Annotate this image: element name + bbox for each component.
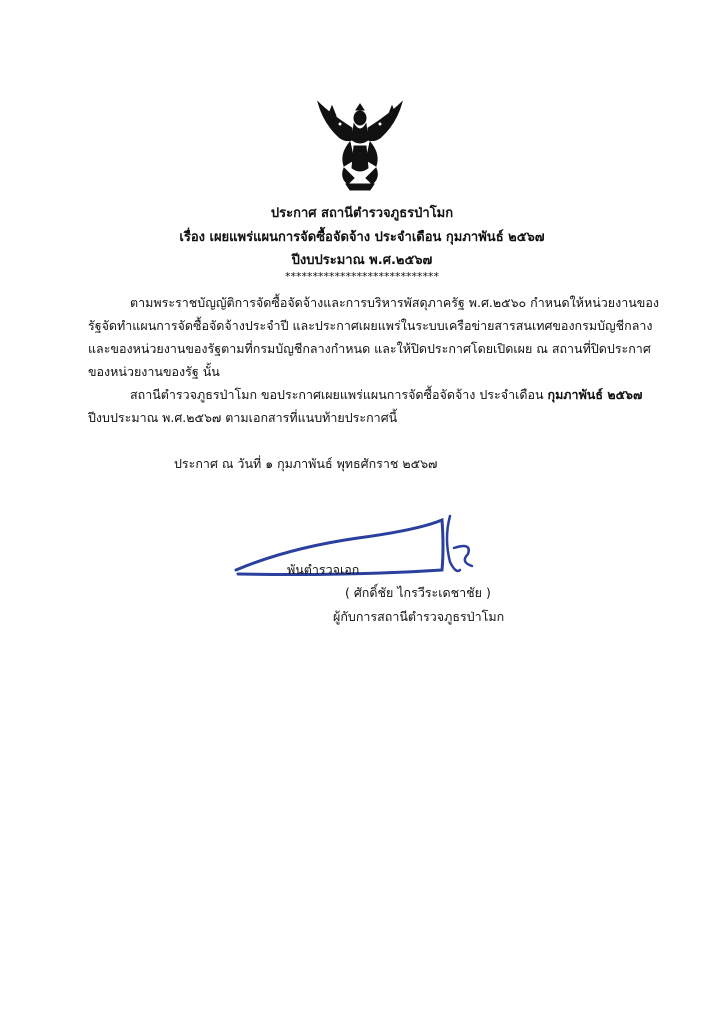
paragraph-line: รัฐจัดทำแผนการจัดซื้อจัดจ้างประจำปี และประกาศเผยแพร่ในระบบเครือข่ายสารสนเทศของกรมบัญชีกลาง	[88, 318, 653, 333]
paragraph-line	[130, 385, 642, 405]
garuda-emblem-icon	[310, 94, 410, 194]
paragraph-line: และของหน่วยงานของรัฐตามที่กรมบัญชีกลางกำหนด และให้ปิดประกาศโดยเปิดเผย ณ สถานที่ปิดประกาศ	[88, 341, 651, 356]
fiscal-year: ปีงบประมาณ พ.ศ.๒๕๖๗	[291, 253, 433, 268]
signer-rank: พันตำรวจเอก	[287, 562, 360, 577]
paragraph-line: ของหน่วยงานของรัฐ นั้น	[88, 364, 220, 379]
separator-stars: ****************************	[285, 270, 439, 283]
paragraph-line: ตามพระราชบัญญัติการจัดซื้อจัดจ้างและการบริหารพัสดุภาครัฐ พ.ศ.๒๕๖๐ กำหนดให้หน่วยงานของ	[130, 295, 659, 310]
paragraph-line: ปีงบประมาณ พ.ศ.๒๕๖๗ ตามเอกสารที่แนบท้ายประกาศนี้	[88, 410, 398, 425]
paragraph-text: สถานีตำรวจภูธรป่าโมก ขอประกาศเผยแพร่แผนการจัดซื้อจัดจ้าง ประจำเดือน	[130, 387, 548, 402]
announcement-title: ประกาศ สถานีตำรวจภูธรป่าโมก	[270, 206, 454, 221]
announcement-subject: เรื่อง เผยแพร่แผนการจัดซื้อจัดจ้าง ประจำเดือน กุมภาพันธ์ ๒๕๖๗	[179, 230, 545, 245]
signer-name: ( ศักดิ์ชัย ไกรวีระเดชาชัย )	[345, 585, 491, 600]
announce-date: ประกาศ ณ วันที่ ๑ กุมภาพันธ์ พุทธศักราช ๒๕๖๗	[174, 456, 438, 471]
signer-position: ผู้กับการสถานีตำรวจภูธรป่าโมก	[333, 609, 505, 624]
month-year-bold: กุมภาพันธ์ ๒๕๖๗	[547, 387, 643, 402]
